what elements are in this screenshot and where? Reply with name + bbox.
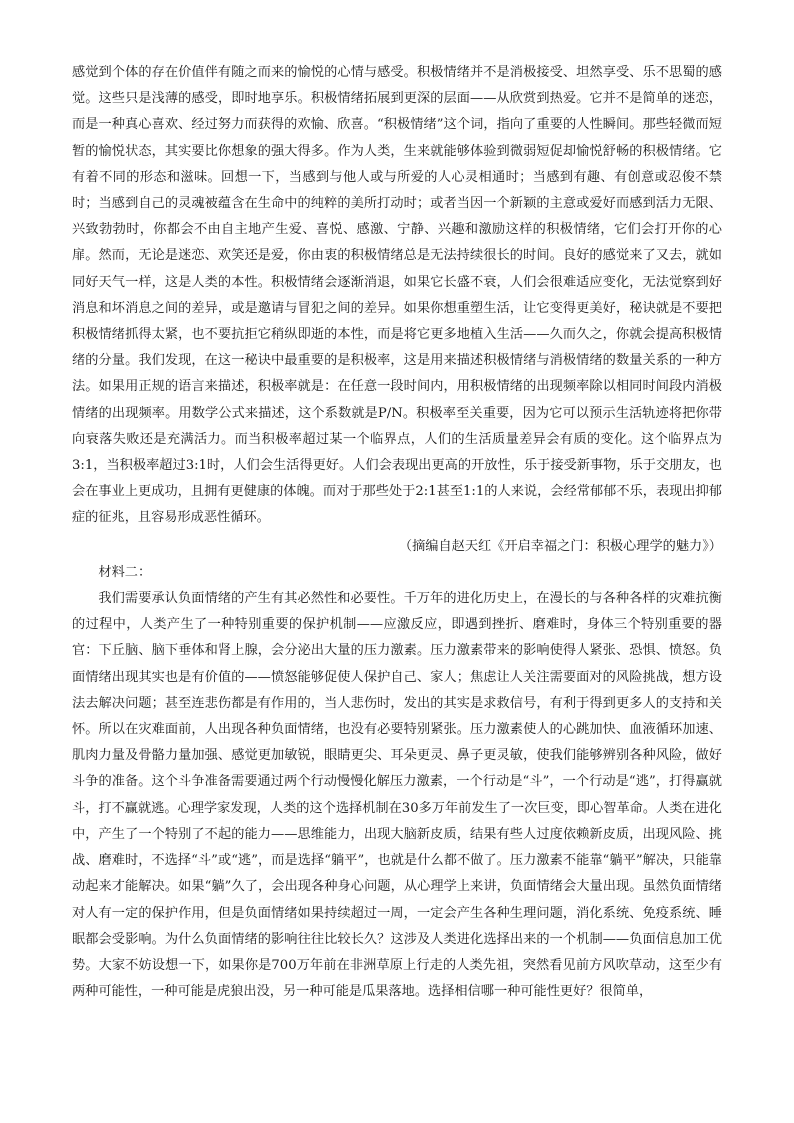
material2-label: 材料二： [98,564,152,580]
material2-body: 我们需要承认负面情绪的产生有其必然性和必要性。千万年的进化历史上，在漫长的与各种各样的灾难抗衡的过程中，人类产生了一种特别重要的保护机制——应激反应，即遇到挫折、磨难时，身体三个特别重要的器官：下丘脑、脑下垂体和肾上腺，会分泌出大量的压力激素。压力激素带来的影响使得人紧张、恐惧、愤怒。负面情绪出现其实也是有价值的——愤怒能够促使人保护自己、家人；焦虑让人关注需要面对的风险挑战，想方设法去解决问题；甚至连悲伤都是有作用的，当人悲伤时，发出的其实是求救信号，有利于得到更多人的支持和关怀。所以在灾难面前，人出现各种负面情绪，也没有必要特别紧张。压力激素使人的心跳加快、血液循环加速、肌肉力量及骨骼力量加强、感觉更加敏锐，眼睛更尖、耳朵更灵、鼻子更灵敏，使我们能够辨别各种风险，做好斗争的准备。这个斗争准备需要通过两个行动慢慢化解压力激素，一个行动是“斗”，一个行动是“逃”，打得赢就斗，打不赢就逃。心理学家发现，人类的这个选择机制在30多万年前发生了一次巨变，即心智革命。人类在进化中，产生了一个特别了不起的能力——思维能力，出现大脑新皮质，结果有些人过度依赖新皮质，出现风险、挑战、磨难时，不选择“斗”或“逃”，而是选择“躺平”，也就是什么都不做了。压力激素不能靠“躺平”解决，只能靠动起来才能解决。如果“躺”久了，会出现各种身心问题，从心理学上来讲，负面情绪会大量出现。虽然负面情绪对人有一定的保护作用，但是负面情绪如果持续超过一周，一定会产生各种生理问题，消化系统、免疫系统、睡眠都会受影响。为什么负面情绪的影响往往比较长久？这涉及人类进化选择出来的一个机制——负面信息加工优势。大家不妨设想一下，如果你是700万年前在非洲草原上行走的人类先祖，突然看见前方风吹草动，这至少有两种可能性，一种可能是虎狼出没，另一种可能是瓜果落地。选择相信哪一种可能性更好？很简单， [72,591,722,1000]
material1-body: 感觉到个体的存在价值伴有随之而来的愉悦的心情与感受。积极情绪并不是消极接受、坦然享受、乐不思蜀的感觉。这些只是浅薄的感受，即时地享乐。积极情绪拓展到更深的层面——从欣赏到热爱。它并不是简单的迷恋，而是一种真心喜欢、经过努力而获得的欢愉、欣喜。“积极情绪”这个词，指向了重要的人性瞬间。那些轻微而短暂的愉悦状态，其实要比你想象的强大得多。作为人类，生来就能够体验到微弱短促却愉悦舒畅的积极情绪。它有着不同的形态和滋味。回想一下，当感到与他人或与所爱的人心灵相通时；当感到有趣、有创意或忍俊不禁时；当感到自己的灵魂被蕴含在生命中的纯粹的美所打动时；或者当因一个新颖的主意或爱好而感到活力无限、兴致勃勃时，你都会不由自主地产生爱、喜悦、感激、宁静、兴趣和激励这样的积极情绪，它们会打开你的心扉。然而，无论是迷恋、欢笑还是爱，你由衷的积极情绪总是无法持续很长的时间。良好的感觉来了又去，就如同好天气一样，这是人类的本性。积极情绪会逐渐消退，如果它长盛不衰，人们会很难适应变化，无法觉察到好消息和坏消息之间的差异，或是邀请与冒犯之间的差异。如果你想重塑生活，让它变得更美好，秘诀就是不要把积极情绪抓得太紧，也不要抗拒它稍纵即逝的本性，而是将它更多地植入生活——久而久之，你就会提高积极情绪的分量。我们发现，在这一秘诀中最重要的是积极率，这是用来描述积极情绪与消极情绪的数量关系的一种方法。如果用正规的语言来描述，积极率就是：在任意一段时间内，用积极情绪的出现频率除以相同时间段内消极情绪的出现频率。用数学公式来描述，这个系数就是P/N。积极率至关重要，因为它可以预示生活轨迹将把你带向衰落失败还是充满活力。而当积极率超过某一个临界点，人们的生活质量差异会有质的变化。这个临界点为3:1，当积极率超过3:1时，人们会生活得更好。人们会表现出更高的开放性，乐于接受新事物，乐于交朋友，也会在事业上更成功，且拥有更健康的体魄。而对于那些处于2:1甚至1:1的人来说，会经常郁郁不乐，表现出抑郁症的征兆，且容易形成恶性循环。 [72,65,722,526]
material1-source: （摘编自赵天红《开启幸福之门：积极心理学的魅力》） [398,538,722,554]
document-page [72,60,722,1005]
